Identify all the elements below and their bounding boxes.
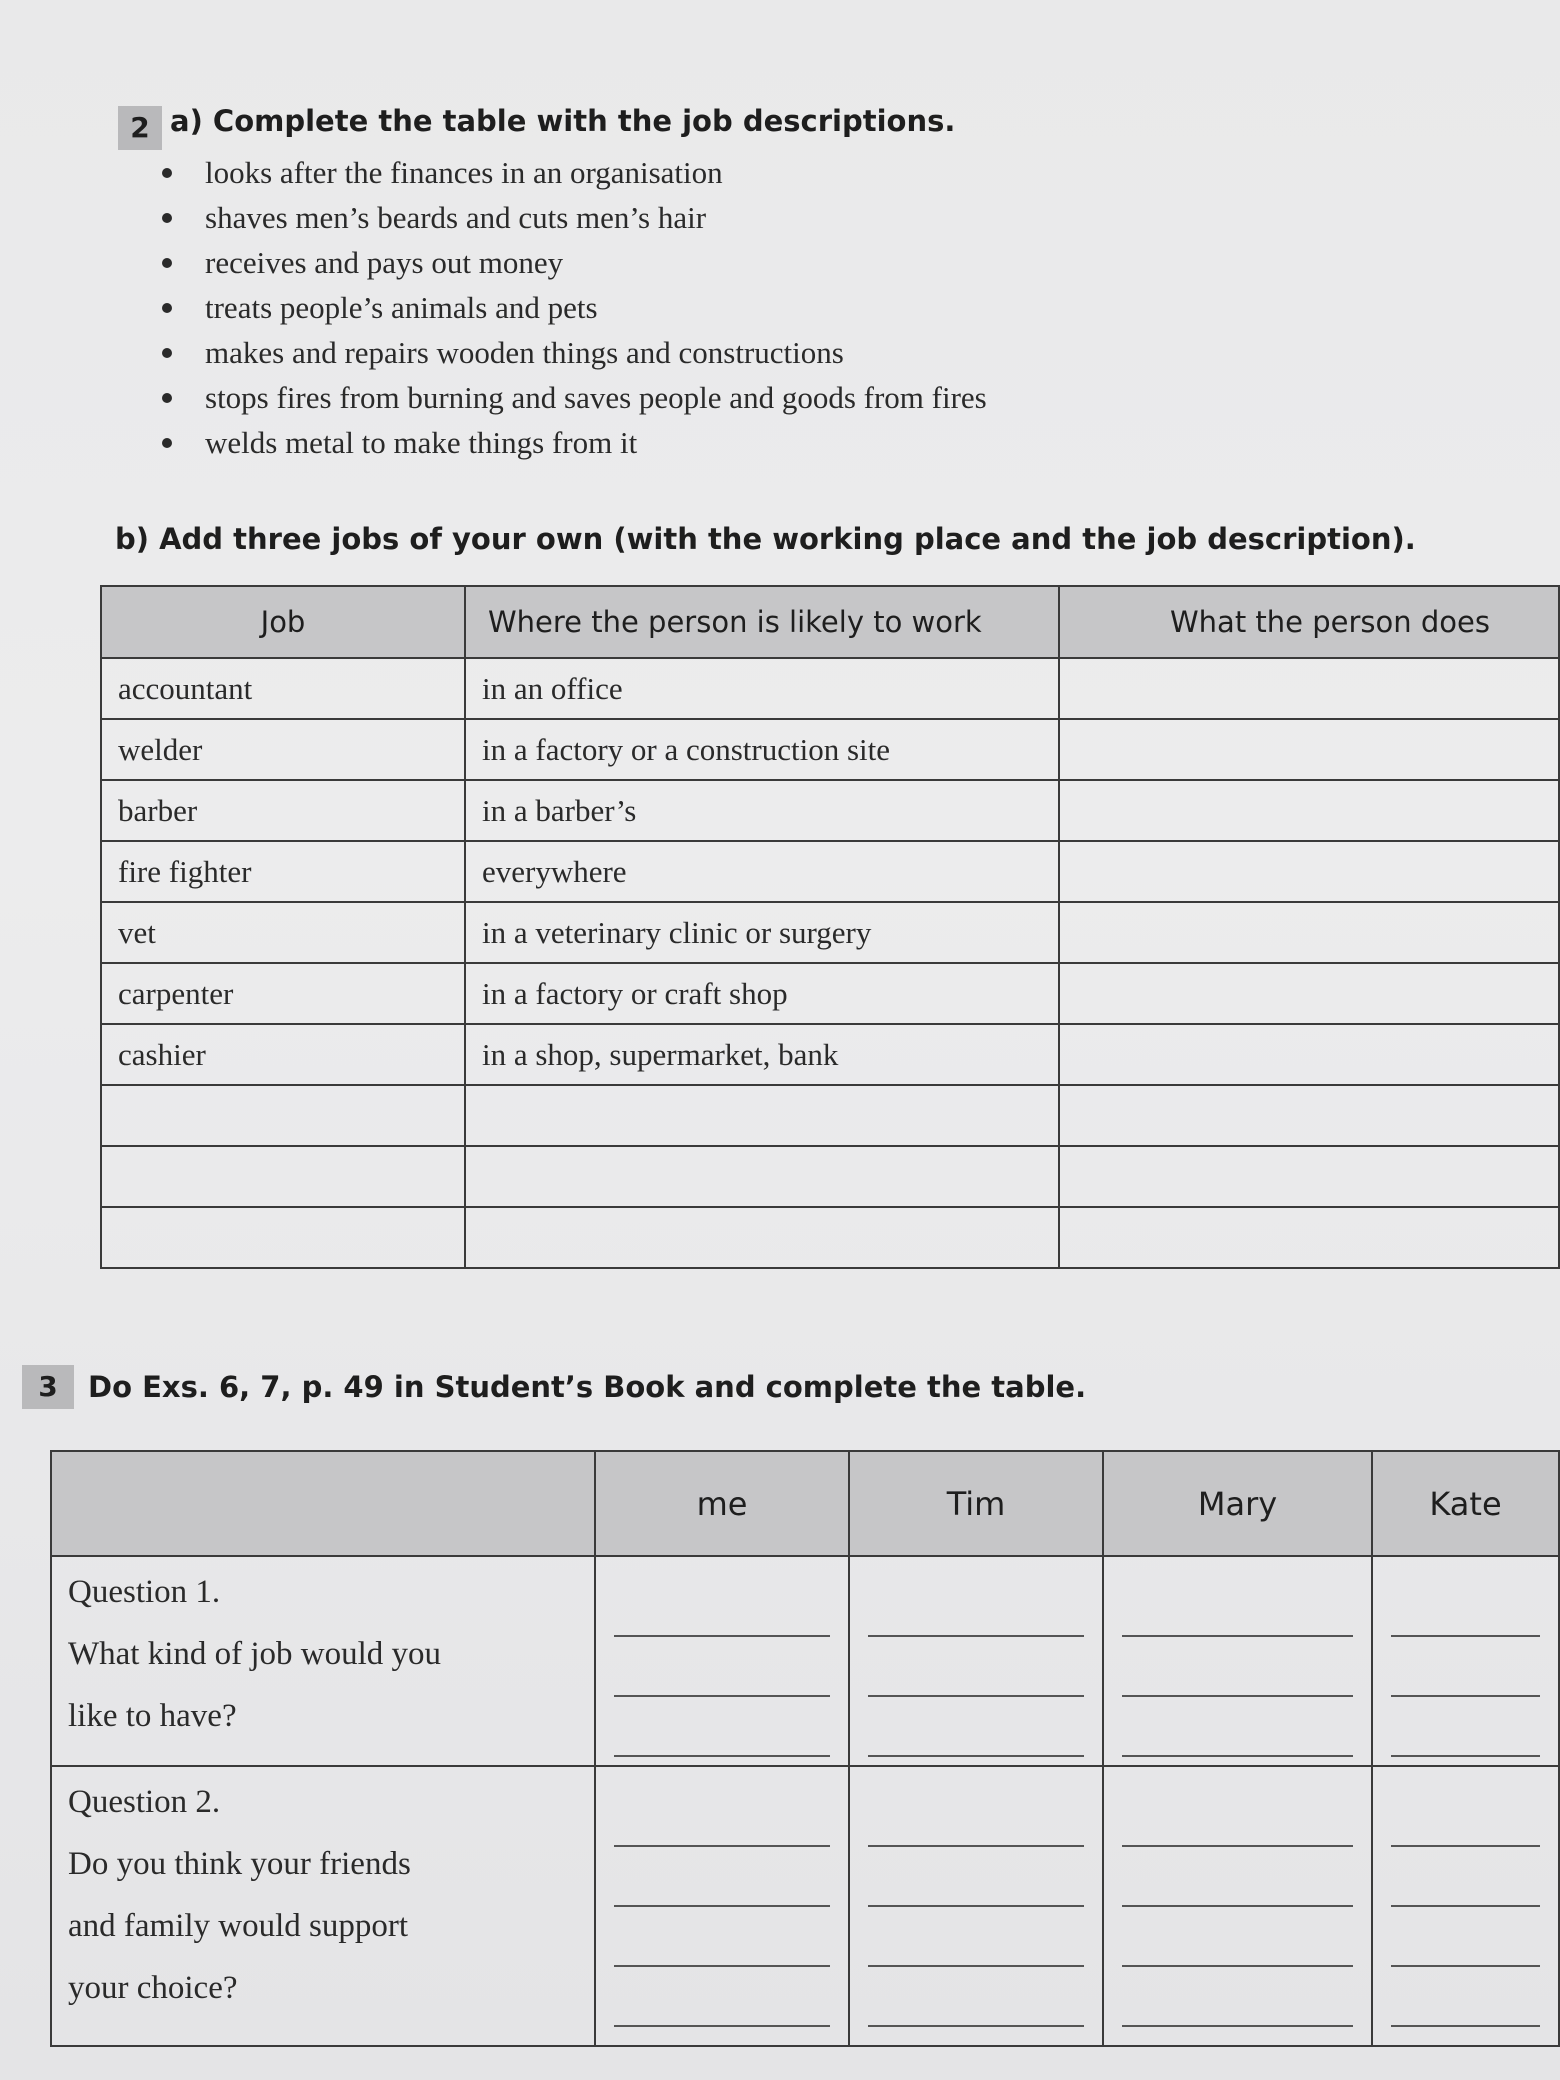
place-cell: in a barber’s [465,780,1059,841]
answer-line[interactable] [868,1577,1084,1637]
exercise-2-number: 2 [118,106,162,150]
description-text: stops fires from burning and saves people and goods from fires [205,380,987,415]
question-text-line: What kind of job would you [68,1636,442,1672]
table-row [101,780,1559,841]
description-cell[interactable] [1059,1024,1559,1085]
bullet-icon [162,348,172,358]
job-cell: vet [101,902,465,963]
description-text: receives and pays out money [205,245,564,280]
description-text: makes and repairs wooden things and constructions [205,335,844,370]
table-row [101,963,1559,1024]
table-row [101,902,1559,963]
answer-line[interactable] [614,1847,830,1907]
description-cell[interactable] [1059,1085,1559,1146]
column-header-kate: Kate [1372,1451,1559,1556]
place-cell: in a factory or a construction site [465,719,1059,780]
table-row [101,841,1559,902]
bullet-icon [162,303,172,313]
list-item [150,285,1150,330]
job-cell: carpenter [101,963,465,1024]
answer-line[interactable] [1122,1847,1353,1907]
answer-cell-kate [1372,1766,1559,2046]
exercise-2b-heading: b) Add three jobs of your own (with the working place and the job description). [115,522,1416,556]
answer-line[interactable] [1122,1907,1353,1967]
answer-cell-me [595,1766,849,2046]
exercise-3-number: 3 [22,1365,74,1409]
answer-line[interactable] [614,1907,830,1967]
table-row [101,719,1559,780]
answer-line[interactable] [614,1967,830,2027]
place-cell: in a shop, supermarket, bank [465,1024,1059,1085]
question-label: Question 2. [68,1784,221,1820]
place-cell[interactable] [465,1146,1059,1207]
bullet-icon [162,258,172,268]
answer-line[interactable] [1391,1847,1540,1907]
table-row-blank [101,1146,1559,1207]
table-row-blank [101,1207,1559,1268]
job-cell[interactable] [101,1146,465,1207]
answer-line[interactable] [1391,1697,1540,1757]
place-cell: in an office [465,658,1059,719]
list-item [150,375,1150,420]
answer-line[interactable] [1391,1577,1540,1637]
description-text: welds metal to make things from it [205,425,638,460]
answer-line[interactable] [1391,1907,1540,1967]
job-cell: accountant [101,658,465,719]
description-cell[interactable] [1059,963,1559,1024]
description-text: shaves men’s beards and cuts men’s hair [205,200,707,235]
answer-line[interactable] [868,1697,1084,1757]
question-text-line: and family would support [68,1908,409,1944]
description-cell[interactable] [1059,658,1559,719]
survey-table [50,1450,1560,2047]
list-item [150,420,1150,465]
place-cell[interactable] [465,1207,1059,1268]
answer-line[interactable] [868,1907,1084,1967]
table-header-row [51,1451,1559,1556]
exercise-3-heading: Do Exs. 6, 7, p. 49 in Student’s Book and complete the table. [88,1370,1087,1404]
job-cell: cashier [101,1024,465,1085]
job-cell[interactable] [101,1207,465,1268]
answer-cell-tim [849,1766,1103,2046]
description-cell[interactable] [1059,1146,1559,1207]
answer-cell-kate [1372,1556,1559,1766]
job-cell: barber [101,780,465,841]
bullet-icon [162,438,172,448]
column-header-tim: Tim [849,1451,1103,1556]
table-row [101,658,1559,719]
answer-line[interactable] [1122,1577,1353,1637]
job-cell: welder [101,719,465,780]
answer-line[interactable] [868,1847,1084,1907]
description-cell[interactable] [1059,902,1559,963]
answer-cell-mary [1103,1766,1372,2046]
list-item [150,330,1150,375]
list-item [150,240,1150,285]
question-text-line: Do you think your friends [68,1846,411,1882]
table-row [51,1766,1559,2046]
column-header-place: Where the person is likely to work [465,586,1059,658]
answer-line[interactable] [614,1577,830,1637]
exercise-2a-heading: a) Complete the table with the job descriptions. [170,104,956,138]
answer-line[interactable] [1122,1697,1353,1757]
answer-line[interactable] [868,1967,1084,2027]
list-item [150,195,1150,240]
column-header-does: What the person does [1059,586,1559,658]
answer-cell-tim [849,1556,1103,1766]
column-header-job: Job [101,586,465,658]
description-text: treats people’s animals and pets [205,290,598,325]
answer-line[interactable] [1122,1787,1353,1847]
jobs-table [100,585,1560,1269]
list-item [150,150,1150,195]
question-cell [51,1556,595,1766]
bullet-icon [162,393,172,403]
bullet-icon [162,168,172,178]
question-text-line: like to have? [68,1698,237,1734]
place-cell: everywhere [465,841,1059,902]
answer-line[interactable] [868,1787,1084,1847]
column-header-mary: Mary [1103,1451,1372,1556]
table-row-blank [101,1085,1559,1146]
description-text: looks after the finances in an organisation [205,155,723,190]
description-cell[interactable] [1059,841,1559,902]
answer-line[interactable] [614,1787,830,1847]
description-cell[interactable] [1059,1207,1559,1268]
answer-line[interactable] [1391,1787,1540,1847]
place-cell[interactable] [465,1085,1059,1146]
bullet-icon [162,213,172,223]
answer-line[interactable] [868,1637,1084,1697]
answer-line[interactable] [1122,1637,1353,1697]
table-row [101,1024,1559,1085]
job-cell: fire fighter [101,841,465,902]
place-cell: in a factory or craft shop [465,963,1059,1024]
column-header-me: me [595,1451,849,1556]
place-cell: in a veterinary clinic or surgery [465,902,1059,963]
answer-line[interactable] [614,1637,830,1697]
answer-cell-me [595,1556,849,1766]
job-cell[interactable] [101,1085,465,1146]
question-cell [51,1766,595,2046]
answer-line[interactable] [1122,1967,1353,2027]
table-header-row [101,586,1559,658]
table-row [51,1556,1559,1766]
description-cell[interactable] [1059,719,1559,780]
question-label: Question 1. [68,1574,221,1610]
column-header-question [51,1451,595,1556]
answer-line[interactable] [1391,1967,1540,2027]
job-description-list [150,150,1150,465]
description-cell[interactable] [1059,780,1559,841]
answer-line[interactable] [1391,1637,1540,1697]
answer-line[interactable] [614,1697,830,1757]
answer-cell-mary [1103,1556,1372,1766]
question-text-line: your choice? [68,1970,238,2006]
